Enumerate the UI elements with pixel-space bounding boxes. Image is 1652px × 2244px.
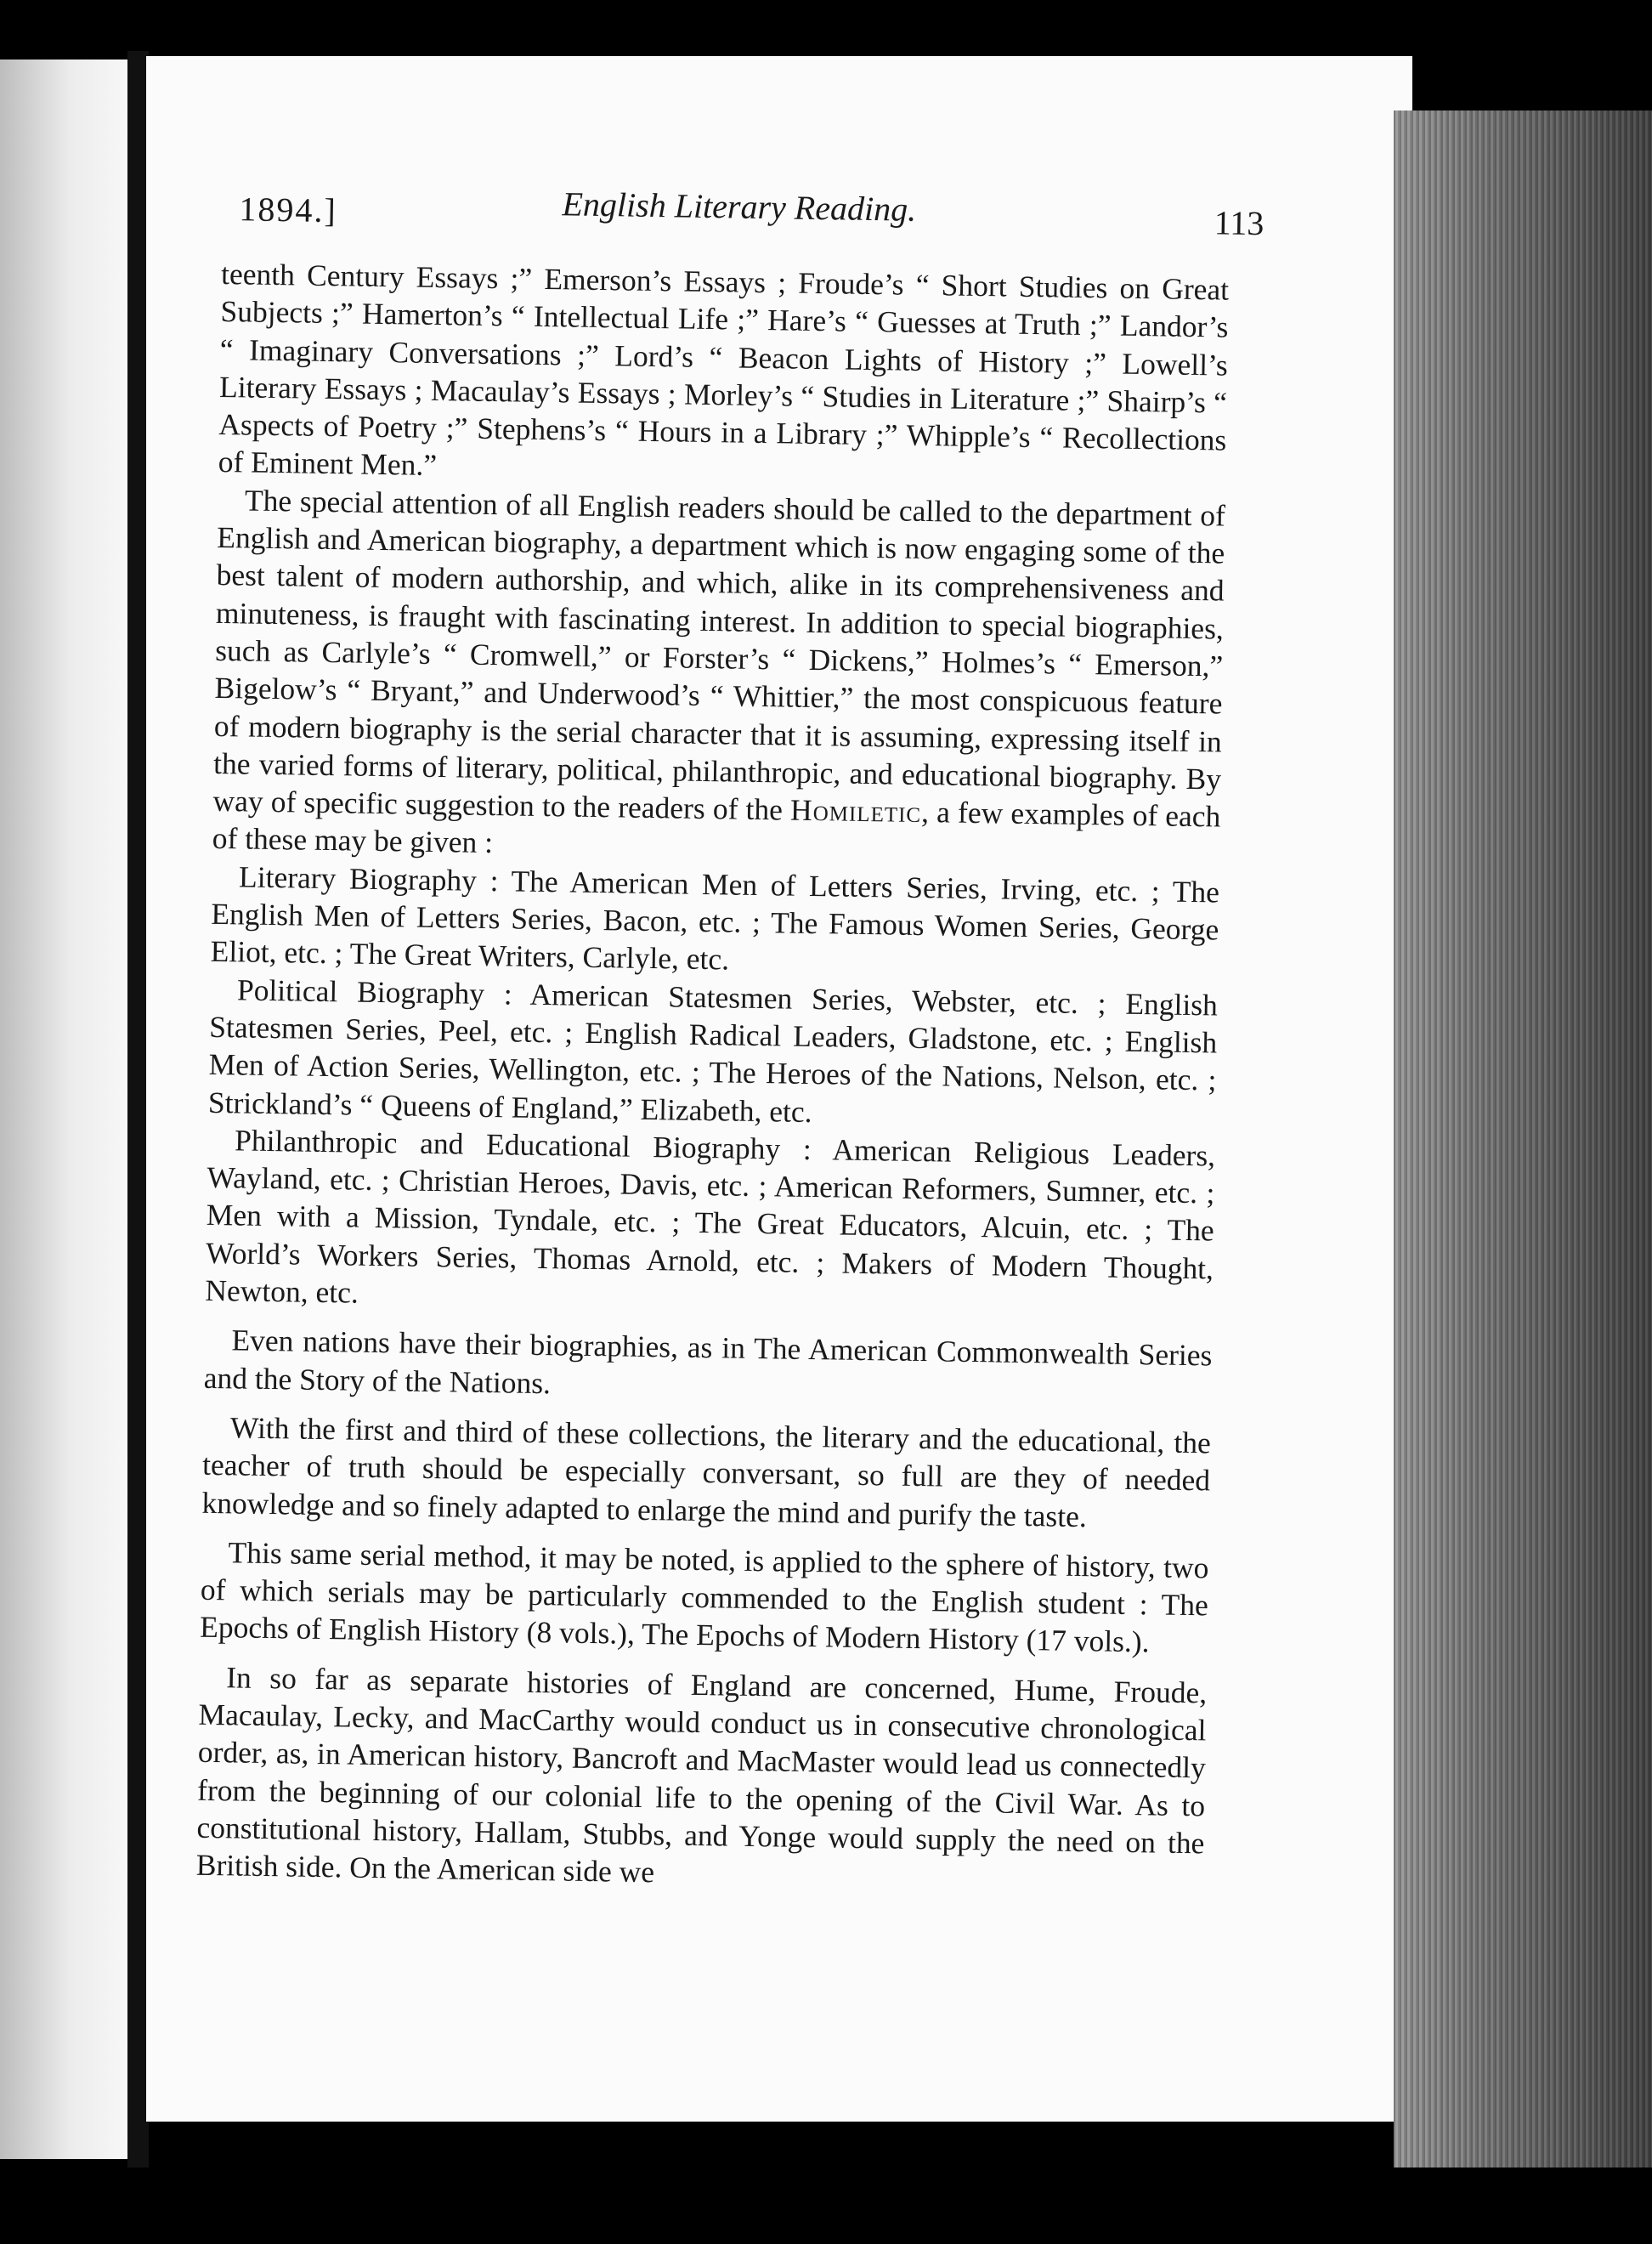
paragraph-essays-list: teenth Century Essays ;” Emerson’s Essays ; Froude’s “ Short Studies on Great Subjects ;” Hamerton’s “ Intellectual Life ;” Hare’s “ Guesses at Truth ;” Landor’s “ Imaginary Conversations ;” Lord’s “ Beacon Lights of History ;” Lowell’s Literary Essays ; Macaulay’s Essays ; Morley’s “ Studies in Literature ;” Shairp’s “ Aspects of Poetry ;” Stephens’s “ Hours in a Library ;” Whipple’s “ Recollections of Eminent Men.”: [218, 256, 1230, 483]
paragraph-literary-biography: Literary Biography : The American Men of Letters Series, Irving, etc. ; The English Men of Letters Series, Bacon, etc. ; The Famous Women Series, George Eliot, etc. ; The Great Writers, Carlyle, etc.: [210, 859, 1220, 977]
page-text: [195, 178, 1264, 1900]
paragraph-serial-method: This same serial method, it may be noted, is applied to the sphere of history, two of which serials may be particularly commended to the English student : The Epochs of English History (8 vols.), The Epochs of Modern History (17 vols.).: [199, 1535, 1209, 1659]
paragraph-text: , a few examples of each of these may be given :: [212, 795, 1221, 860]
running-head-year: 1894.]: [239, 190, 338, 230]
homiletic-smallcaps: Homiletic: [789, 792, 922, 830]
page-stack-edge: [1394, 110, 1652, 2168]
paragraph-nations: Even nations have their biographies, as in The American Commonwealth Series and the Story of the Nations.: [203, 1323, 1213, 1400]
paragraph-political-biography: Political Biography : American Statesmen Series, Webster, etc. ; English Statesmen Series, Peel, etc. ; English Radical Leaders, Gladstone, etc. ; English Men of Action Series, Wellington, etc. ; The Heroes of the Nations, Nelson, etc. ; Strickland’s “ Queens of England,” Elizabeth, etc.: [207, 972, 1219, 1129]
running-head-title: English Literary Reading.: [562, 184, 917, 229]
paragraph-philanthropic-biography: Philanthropic and Educational Biography : American Religious Leaders, Wayland, etc. ; Christian Heroes, Davis, etc. ; American Reformers, Sumner, etc. ; Men with a Mission, Tyndale, etc. ; The Great Educators, Alcuin, etc. ; The World’s Workers Series, Thomas Arnold, etc. ; Makers of Modern Thought, Newton, etc.: [205, 1123, 1216, 1310]
paragraph-histories: In so far as separate histories of England are concerned, Hume, Froude, Macaulay, Lecky, and MacCarthy would conduct us in consecutive chronological order, as, in American history, Bancroft and MacMaster would lead us connectedly from the beginning of our colonial life to the opening of the Civil War. As to constitutional history, Hallam, Stubbs, and Yonge would supply the need on the British side. On the American side we: [195, 1659, 1208, 1890]
facing-page-edge: [0, 60, 127, 2159]
paragraph-biography-intro: [212, 481, 1225, 874]
paragraph-collections: With the first and third of these collections, the literary and the educational, the teacher of truth should be especially conversant, so full are they of needed knowledge and so finely adapted to enlarge the mind and purify the taste.: [201, 1410, 1212, 1533]
page-number: 113: [1214, 203, 1264, 243]
paragraph-text: The special attention of all English readers should be called to the department of English and American biography, a department which is now engaging some of the best talent of modern authorship, and which, alike in its comprehensiveness and minuteness, is fraught with fascinating interest. In addition to special biographies, such as Carlyle’s “ Cromwell,” or Forster’s “ Dickens,” Holmes’s “ Emerson,” Bigelow’s “ Bryant,” and Underwood’s “ Whittier,” the most conspicuous feature of modern biography is the serial character that it is assuming, expressing itself in the varied forms of literary, political, philanthropic, and educational biography. By way of specific suggestion to the readers of the: [212, 483, 1226, 827]
